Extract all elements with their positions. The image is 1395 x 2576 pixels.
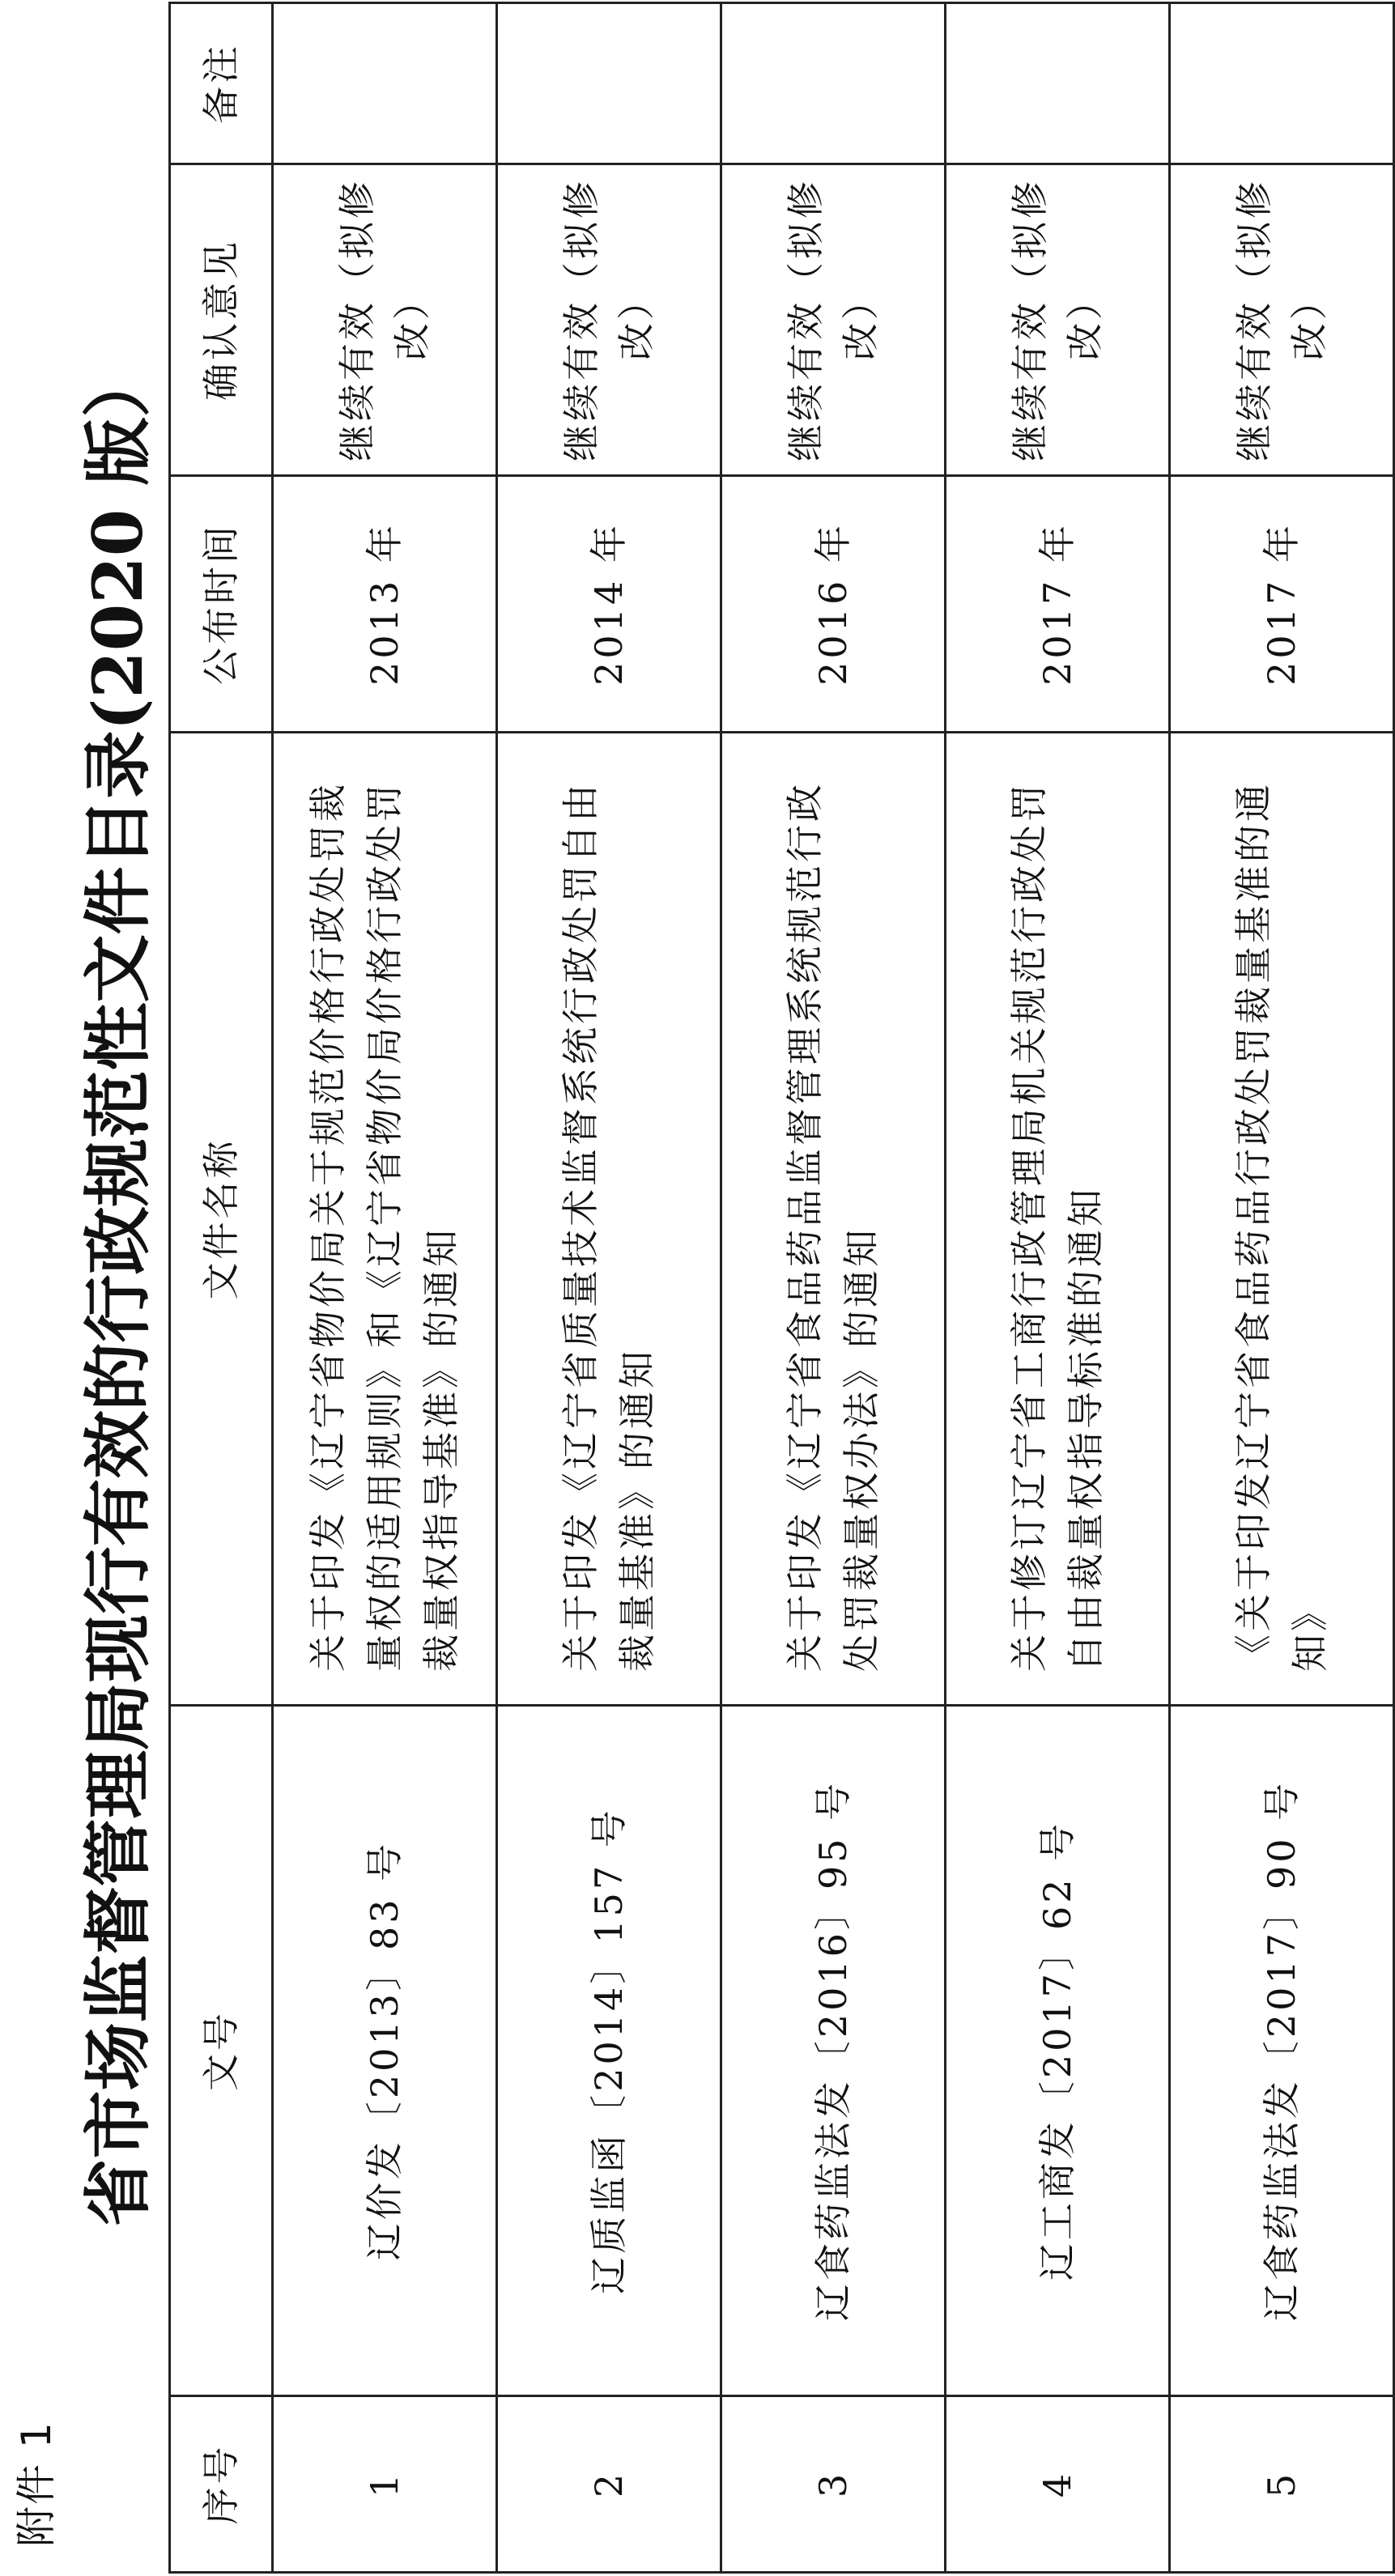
cell-doc-no: 辽价发〔2013〕83 号 — [273, 1706, 497, 2396]
cell-doc-no: 辽工商发〔2017〕62 号 — [946, 1706, 1170, 2396]
cell-index: 1 — [273, 2396, 497, 2573]
table-row — [497, 3, 721, 2573]
table-row — [946, 3, 1170, 2573]
table-row — [273, 3, 497, 2573]
cell-opinion: 继续有效（拟修改） — [946, 164, 1170, 476]
table-row — [1170, 3, 1394, 2573]
cell-index: 3 — [721, 2396, 946, 2573]
cell-name: 《关于印发辽宁省食品药品行政处罚裁量基准的通知》 — [1170, 733, 1394, 1706]
cell-name: 关于印发《辽宁省物价局关于规范价格行政处罚裁量权的适用规则》和《辽宁省物价局价格行政处罚裁量权指导基准》的通知 — [273, 733, 497, 1706]
cell-name: 关于印发《辽宁省食品药品监督管理系统规范行政处罚裁量权办法》的通知 — [721, 733, 946, 1706]
cell-date: 2013 年 — [273, 476, 497, 733]
cell-doc-no: 辽质监函〔2014〕157 号 — [497, 1706, 721, 2396]
cell-opinion: 继续有效（拟修改） — [497, 164, 721, 476]
cell-name: 关于印发《辽宁省质量技术监督系统行政处罚自由裁量基准》的通知 — [497, 733, 721, 1706]
cell-opinion: 继续有效（拟修改） — [1170, 164, 1394, 476]
cell-index: 5 — [1170, 2396, 1394, 2573]
cell-remark — [721, 3, 946, 164]
cell-date: 2017 年 — [1170, 476, 1394, 733]
cell-date: 2014 年 — [497, 476, 721, 733]
cell-index: 4 — [946, 2396, 1170, 2573]
header-date: 公布时间 — [170, 476, 273, 733]
cell-index: 2 — [497, 2396, 721, 2573]
cell-opinion: 继续有效（拟修改） — [273, 164, 497, 476]
table-header-row — [170, 3, 273, 2573]
cell-remark — [273, 3, 497, 164]
attachment-label: 附件 1 — [13, 2421, 60, 2547]
cell-remark — [497, 3, 721, 164]
table-row — [721, 3, 946, 2573]
regulation-table — [168, 2, 1395, 2574]
cell-date: 2016 年 — [721, 476, 946, 733]
header-doc-no: 文号 — [170, 1706, 273, 2396]
header-name: 文件名称 — [170, 733, 273, 1706]
cell-date: 2017 年 — [946, 476, 1170, 733]
cell-name: 关于修订辽宁省工商行政管理局机关规范行政处罚自由裁量权指导标准的通知 — [946, 733, 1170, 1706]
header-remark: 备注 — [170, 3, 273, 164]
cell-opinion: 继续有效（拟修改） — [721, 164, 946, 476]
header-opinion: 确认意见 — [170, 164, 273, 476]
cell-doc-no: 辽食药监法发〔2016〕95 号 — [721, 1706, 946, 2396]
cell-remark — [946, 3, 1170, 164]
header-index: 序号 — [170, 2396, 273, 2573]
cell-remark — [1170, 3, 1394, 164]
document-title: 省市场监督管理局现行有效的行政规范性文件目录(2020 版） — [78, 349, 158, 2227]
cell-doc-no: 辽食药监法发〔2017〕90 号 — [1170, 1706, 1394, 2396]
